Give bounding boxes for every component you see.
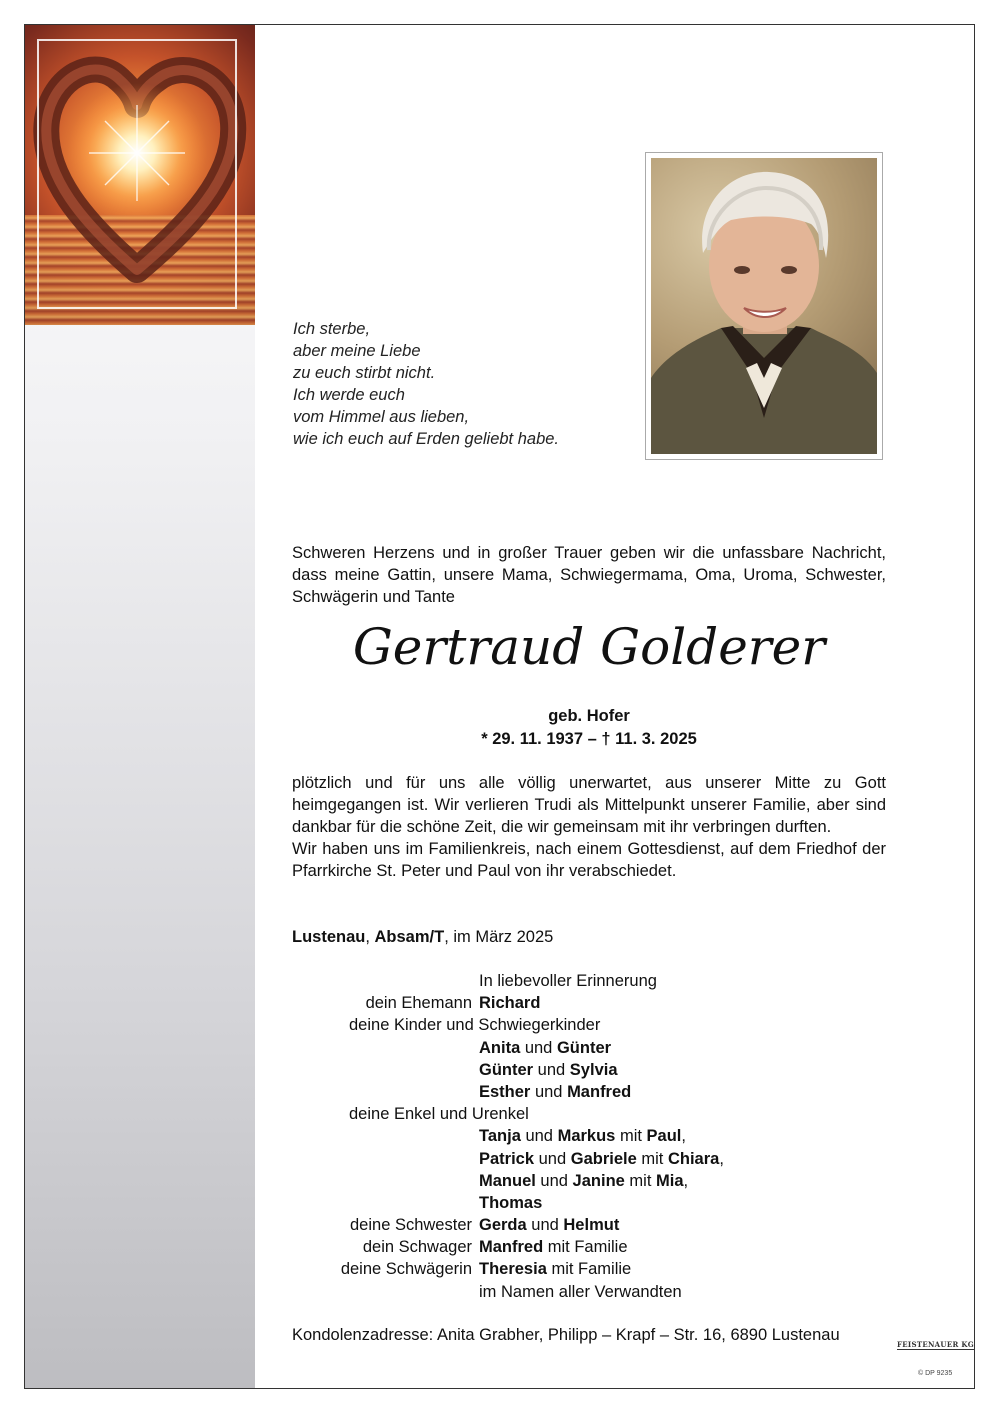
logo-name: FEISTENAUER: [897, 1340, 959, 1349]
poem-line: Ich sterbe,: [293, 320, 371, 338]
mourner-row: [292, 992, 886, 1014]
mourner-name: Helmut: [563, 1216, 620, 1235]
body-paragraph: plötzlich und für uns alle völlig unerwartet, aus unserer Mitte zu Gott heimgegangen ist. Wir verlieren Trudi als Mittelpunkt unserer Familie, aber sind dankbar für die schöne Zeit, die wir gemeinsam mit ihr verbringen durften.: [292, 774, 886, 836]
mourner-role: deine Kinder und Schwiegerkinder: [349, 1016, 601, 1035]
place-separator: ,: [365, 928, 375, 946]
poem: [293, 318, 559, 450]
mourner-name: Sylvia: [569, 1060, 618, 1079]
conjunction: und: [520, 1038, 557, 1057]
conjunction: und: [526, 1216, 564, 1235]
mourner-name: Manfred: [567, 1082, 632, 1101]
poem-line: zu euch stirbt nicht.: [293, 364, 436, 382]
mourner-name: Manfred: [479, 1238, 544, 1257]
mourner-row: [292, 1214, 886, 1236]
mourner-name: Günter: [479, 1060, 534, 1079]
logo-suffix: KG: [961, 1340, 974, 1349]
mourner-role: dein Schwager: [362, 1238, 472, 1257]
print-code: © DP 9235: [918, 1370, 953, 1377]
mourner-suffix: mit Familie: [543, 1238, 628, 1257]
mourner-row: [292, 1081, 886, 1103]
mourner-name: Patrick: [479, 1149, 535, 1168]
mourner-name: Gabriele: [570, 1149, 637, 1168]
poem-line: aber meine Liebe: [293, 342, 421, 360]
portrait-frame: [645, 152, 883, 460]
conjunction: und: [534, 1149, 571, 1168]
punctuation: ,: [683, 1171, 689, 1190]
mourner-role: dein Ehemann: [365, 994, 472, 1013]
mourner-name: Tanja: [479, 1127, 521, 1146]
conjunction: mit: [615, 1127, 647, 1146]
mourner-row: [292, 1037, 886, 1059]
mourner-name: Markus: [557, 1127, 616, 1146]
mourner-row: [292, 1103, 886, 1125]
mourner-row: [292, 1170, 886, 1192]
poem-line: wie ich euch auf Erden geliebt habe.: [293, 430, 560, 448]
mourner-name: Janine: [572, 1171, 625, 1190]
birth-name: geb. Hofer: [548, 707, 630, 725]
mourner-row: [292, 1236, 886, 1258]
mourner-suffix: mit Familie: [546, 1260, 632, 1279]
mourner-name: Chiara: [667, 1149, 720, 1168]
mourner-role: deine Enkel und Urenkel: [349, 1105, 529, 1124]
mourner-name: Richard: [479, 994, 541, 1013]
mourner-row: [292, 1148, 886, 1170]
mourner-row: [292, 1014, 886, 1036]
mourner-name: Paul: [646, 1127, 682, 1146]
image-inner-frame: [37, 39, 237, 309]
mourner-row: [292, 1059, 886, 1081]
mourner-role: deine Schwägerin: [340, 1260, 472, 1279]
mourner-name: Anita: [479, 1038, 521, 1057]
announcement-body: [292, 772, 886, 882]
conjunction: und: [520, 1127, 558, 1146]
body-paragraph: Wir haben uns im Familienkreis, nach einem Gottesdienst, auf dem Friedhof der Pfarrkirche St. Peter und Paul von ihr verabschiedet.: [292, 840, 886, 880]
conjunction: und: [530, 1082, 568, 1101]
punctuation: ,: [719, 1149, 724, 1168]
mourner-name: Mia: [656, 1171, 684, 1190]
mourner-name: Günter: [556, 1038, 612, 1057]
mourner-row: [292, 1281, 886, 1303]
heart-sunset-image: [25, 25, 255, 325]
mourner-row: [292, 970, 886, 992]
mourner-name: Esther: [479, 1082, 531, 1101]
conjunction: mit: [636, 1149, 668, 1168]
deceased-name: Gertraud Golderer: [352, 618, 826, 676]
mourner-name: Theresia: [479, 1260, 547, 1279]
mourner-name: Thomas: [479, 1193, 543, 1212]
announcement-intro: Schweren Herzens und in großer Trauer geben wir die unfassbare Nachricht, dass meine Gattin, unsere Mama, Schwiegermama, Oma, Uroma, Schwester, Schwägerin und Tante: [292, 544, 886, 606]
place-city: Absam/T: [374, 928, 445, 946]
portrait-photo: [651, 158, 877, 454]
punctuation: ,: [681, 1127, 686, 1146]
mourner-row: [292, 1192, 886, 1214]
mourner-row: [292, 1125, 886, 1147]
life-dates: * 29. 11. 1937 – † 11. 3. 2025: [481, 730, 697, 748]
conjunction: und: [533, 1060, 570, 1079]
mourners-footer: im Namen aller Verwandten: [479, 1282, 682, 1301]
place-date: [292, 928, 553, 947]
mourner-name: Gerda: [479, 1216, 527, 1235]
poem-line: vom Himmel aus lieben,: [293, 408, 470, 426]
poem-line: Ich werde euch: [293, 386, 405, 404]
conjunction: und: [535, 1171, 573, 1190]
mourners-header: In liebevoller Erinnerung: [479, 972, 657, 990]
mourner-role: deine Schwester: [350, 1216, 472, 1235]
mourner-name: Manuel: [479, 1171, 536, 1190]
mourner-row: [292, 1258, 886, 1280]
place-date-text: , im März 2025: [444, 928, 554, 946]
conjunction: mit: [624, 1171, 656, 1190]
condolence-address: Kondolenzadresse: Anita Grabher, Philipp – Krapf – Str. 16, 6890 Lustenau: [292, 1326, 840, 1344]
funeral-home-logo: [897, 1340, 974, 1350]
place-city: Lustenau: [292, 928, 366, 946]
mourners-list: [292, 970, 886, 1303]
